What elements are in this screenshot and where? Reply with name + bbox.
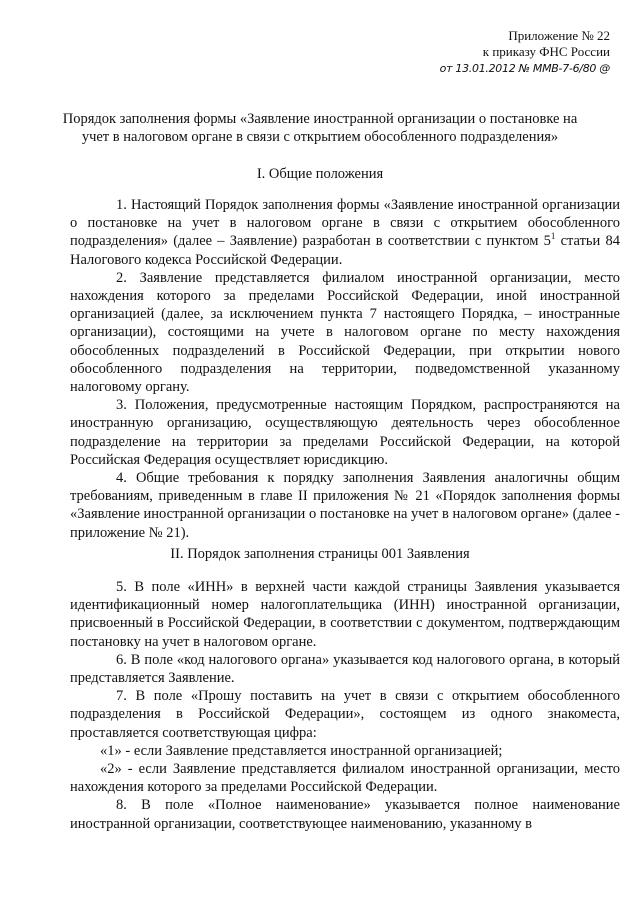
paragraph-7: 7. В поле «Прошу поставить на учет в связи с открытием обособленного подразделения в Российской Федерации», состоящем из одного знакоместа, проставляется соответствующая цифра: xyxy=(70,688,620,741)
paragraph-2: 2. Заявление представляется филиалом иностранной организации, место нахождения которого за пределами Российской Федерации, иной иностранной организацией (далее, за исключением пункта 7 настоящего Порядка, – иностранные организации), состоящими на учете в налоговом органе по месту нахождения обособленных подразделений в Российской Федерации, при открытии нового обособленного подразделения на территории, подведомственной указанному налоговому органу. xyxy=(70,269,620,396)
paragraph-5: 5. В поле «ИНН» в верхней части каждой страницы Заявления указывается идентификационный номер налогоплательщика (ИНН) иностранной организации, присвоенный в Российской Федерации, в соответствии с документом, подтверждающим постановку на учет в налоговом органе. xyxy=(70,579,620,650)
paragraph-3: 3. Положения, предусмотренные настоящим Порядком, распространяются на иностранную организацию, осуществляющую деятельность через обособленное подразделение на территории за пределами Российской Федерации, на которой Российская Федерация осуществляет юрисдикцию. xyxy=(70,397,620,468)
appendix-number: Приложение № 22 xyxy=(508,28,610,43)
paragraph-1 xyxy=(70,196,620,269)
paragraph-7-item-2: «2» - если Заявление представляется филиалом иностранной организации, место нахождения которого за пределами Российской Федерации. xyxy=(70,761,620,796)
paragraph-1-text-end: статьи 84 Налогового кодекса Российской Федерации. xyxy=(70,233,620,268)
paragraph-6: 6. В поле «код налогового органа» указывается код налогового органа, в который представляется Заявление. xyxy=(70,651,620,687)
paragraph-7-item-1: «1» - если Заявление представляется иностранной организацией; xyxy=(100,742,503,759)
order-date-number: от 13.01.2012 № ММВ-7-6/80 @ xyxy=(439,62,610,75)
paragraph-4: 4. Общие требования к порядку заполнения Заявления аналогичны общим требованиям, приведенным в главе II приложения № 21 «Порядок заполнения формы «Заявление иностранной организации о постановке на учет в налоговом органе» (далее - приложение № 21). xyxy=(70,470,620,541)
section-1-body xyxy=(70,196,620,542)
order-reference: к приказу ФНС России xyxy=(482,44,610,59)
paragraph-8: 8. В поле «Полное наименование» указывается полное наименование иностранной организации, соответствующее наименованию, указанному в xyxy=(70,797,620,832)
paragraph-1-text: 1. Настоящий Порядок заполнения формы «Заявление иностранной организации о постановке на учет в налоговом органе в связи с открытием обособленного подразделения» (далее – Заявление) разработан в соответствии с пунктом 5 xyxy=(70,197,620,250)
section-2-body xyxy=(70,578,620,833)
document-title-line-2: учет в налоговом органе в связи с открытием обособленного подразделения» xyxy=(81,129,559,145)
document-title-line-1: Порядок заполнения формы «Заявление иностранной организации о постановке на xyxy=(62,111,578,127)
appendix-header xyxy=(440,28,610,77)
section-1-title: I. Общие положения xyxy=(256,166,384,182)
document-title xyxy=(40,110,600,146)
paragraph-1-superscript: 1 xyxy=(550,231,556,242)
section-2-title: II. Порядок заполнения страницы 001 Заявления xyxy=(170,546,470,562)
